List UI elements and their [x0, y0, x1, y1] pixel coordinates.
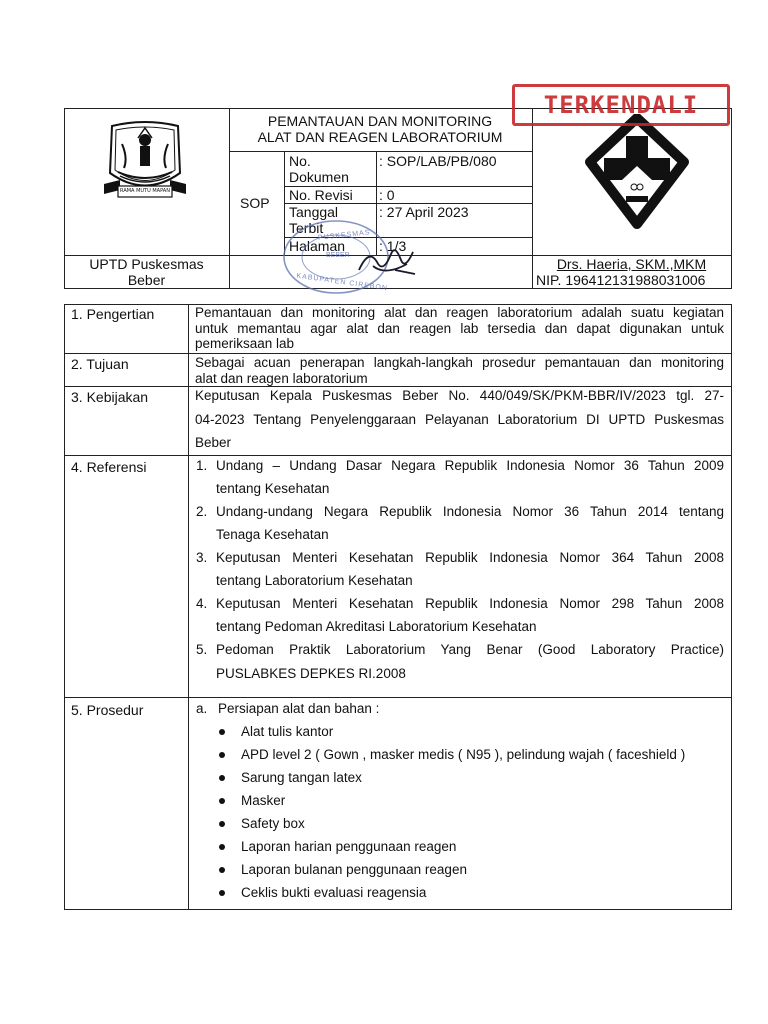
kebijakan-line-1: Keputusan Kepala Puskesmas Beber No. 440/049/SK/PKM-BBR/IV/2023 tgl. 27- — [195, 388, 724, 403]
doc-number-label-2: Dokumen — [289, 169, 349, 185]
pengertian-line-2: untuk memantau agar alat dan reagen lab tersedia dan dapat digunakan untuk — [195, 321, 724, 336]
prosedur-bullet-7: Laporan bulanan penggunaan reagen — [241, 862, 467, 877]
seal-text-top: PUSKESMAS — [317, 229, 371, 242]
bullet-icon — [219, 844, 225, 850]
prosedur-bullet-4: Masker — [241, 793, 286, 808]
page-label: Halaman — [289, 238, 346, 254]
government-crest-logo — [100, 118, 190, 210]
referensi-4-line-2: tentang Pedoman Akreditasi Laboratorium Kesehatan — [216, 619, 537, 634]
prosedur-bullet-3: Sarung tangan latex — [241, 770, 362, 785]
puskesmas-logo — [582, 114, 692, 230]
bullet-icon — [219, 752, 225, 758]
signer-nip: NIP. 196412131988031006 — [536, 272, 706, 288]
referensi-2-number: 2. — [196, 504, 208, 519]
prosedur-bullet-1: Alat tulis kantor — [241, 724, 334, 739]
section-label-kebijakan: 3. Kebijakan — [71, 389, 149, 405]
prosedur-bullet-5: Safety box — [241, 816, 305, 831]
bullet-icon — [219, 890, 225, 896]
doc-number-value: : SOP/LAB/PB/080 — [379, 153, 497, 169]
prosedur-bullet-2: APD level 2 ( Gown , masker medis ( N95 ), pelindung wajah ( faceshield ) — [241, 747, 686, 762]
tujuan-line-2: alat dan reagen laboratorium — [195, 371, 368, 386]
issue-date-label-2: Terbit — [289, 220, 324, 236]
tujuan-line-1: Sebagai acuan penerapan langkah-langkah prosedur pemantauan dan monitoring — [195, 355, 724, 370]
referensi-3-number: 3. — [196, 550, 208, 565]
section-label-pengertian: 1. Pengertian — [71, 306, 155, 322]
organization-line2: Beber — [127, 272, 166, 288]
referensi-5-line-1: Pedoman Praktik Laboratorium Yang Benar (Good Laboratory Practice) — [216, 642, 724, 657]
doc-number-label-1: No. — [289, 153, 311, 169]
pengertian-line-3: pemeriksaan lab — [195, 336, 295, 351]
revision-value: : 0 — [379, 187, 395, 203]
section-label-tujuan: 2. Tujuan — [71, 356, 129, 372]
seal-text-mid: BEBER — [326, 252, 350, 259]
page-value: : 1/3 — [379, 238, 407, 254]
logo-motto: RAMA MUTU MAPAN — [120, 188, 170, 194]
referensi-1-line-2: tentang Kesehatan — [216, 481, 330, 496]
seal-text-bottom: KABUPATEN CIREBON — [295, 272, 389, 293]
terkendali-stamp: TERKENDALI — [512, 84, 730, 126]
document-title-line2: ALAT DAN REAGEN LABORATORIUM — [257, 129, 503, 145]
organization-line1: UPTD Puskesmas — [89, 256, 204, 272]
issue-date-label-1: Tanggal — [289, 204, 339, 220]
referensi-1-line-1: Undang – Undang Dasar Negara Republik Indonesia Nomor 36 Tahun 2009 — [216, 458, 724, 473]
referensi-1-number: 1. — [196, 458, 208, 473]
bullet-icon — [219, 821, 225, 827]
sop-label: SOP — [240, 195, 270, 211]
kebijakan-line-3: Beber — [195, 435, 232, 450]
prosedur-bullet-6: Laporan harian penggunaan reagen — [241, 839, 457, 854]
bullet-icon — [219, 775, 225, 781]
pengertian-line-1: Pemantauan dan monitoring alat dan reagen laboratorium adalah suatu kegiatan — [195, 305, 724, 320]
prosedur-sub-a-title: Persiapan alat dan bahan : — [218, 701, 380, 716]
issue-date-value: : 27 April 2023 — [379, 204, 469, 220]
kebijakan-line-2: 04-2023 Tentang Penyelenggaraan Pelayanan Laboratorium DI UPTD Puskesmas — [195, 412, 724, 427]
prosedur-bullet-8: Ceklis bukti evaluasi reagensia — [241, 885, 427, 900]
signer-name: Drs. Haeria, SKM.,MKM — [556, 256, 707, 272]
bullet-icon — [219, 729, 225, 735]
referensi-2-line-2: Tenaga Kesehatan — [216, 527, 329, 542]
bullet-icon — [219, 798, 225, 804]
prosedur-sub-a-number: a. — [196, 701, 208, 716]
referensi-5-number: 5. — [196, 642, 208, 657]
section-label-referensi: 4. Referensi — [71, 459, 147, 475]
revision-label: No. Revisi — [289, 187, 353, 203]
section-label-prosedur: 5. Prosedur — [71, 702, 144, 718]
referensi-4-number: 4. — [196, 596, 208, 611]
referensi-4-line-1: Keputusan Menteri Kesehatan Republik Indonesia Nomor 298 Tahun 2008 — [216, 596, 724, 611]
referensi-2-line-1: Undang-undang Negara Republik Indonesia Nomor 36 Tahun 2014 tentang — [216, 504, 724, 519]
referensi-3-line-1: Keputusan Menteri Kesehatan Republik Indonesia Nomor 364 Tahun 2008 — [216, 550, 724, 565]
signature — [355, 240, 425, 282]
referensi-3-line-2: tentang Laboratorium Kesehatan — [216, 573, 413, 588]
referensi-5-line-2: PUSLABKES DEPKES RI.2008 — [216, 666, 406, 681]
document-title-line1: PEMANTAUAN DAN MONITORING — [267, 113, 493, 129]
bullet-icon — [219, 867, 225, 873]
